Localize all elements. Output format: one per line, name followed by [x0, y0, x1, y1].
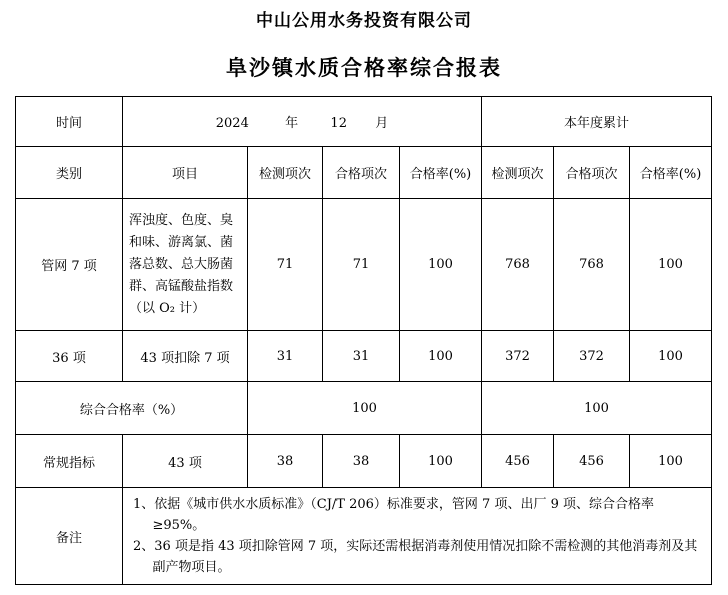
cell-rate: 100: [400, 199, 482, 331]
company-name: 中山公用水务投资有限公司: [256, 11, 472, 31]
remark-note: 1、依据《城市供水水质标准》（CJ/T 206）标准要求，管网 7 项、出厂 9 项、综合合格率≥95%。: [133, 497, 654, 533]
cell-rate: 100: [400, 331, 482, 382]
table-row: [16, 331, 712, 382]
period-year-unit: 年: [285, 116, 299, 131]
col-tested-ytd: 检测项次: [482, 147, 554, 199]
col-passed-ytd: 合格项次: [554, 147, 630, 199]
row-category: 36 项: [16, 331, 123, 382]
row-category: 常规指标: [16, 435, 123, 488]
report-period: [123, 97, 482, 147]
item-line: 和味、游离氯、菌: [129, 234, 234, 250]
cell-tested-ytd: 456: [482, 435, 554, 488]
period-month: 12: [330, 116, 347, 131]
cell-tested-ytd: 768: [482, 199, 554, 331]
cell-rate-ytd: 100: [630, 435, 712, 488]
cumulative-label: 本年度累计: [482, 97, 712, 147]
overall-label: 综合合格率（%）: [16, 382, 248, 435]
item-line: 群、高锰酸盐指数: [129, 278, 234, 294]
cell-rate-ytd: 100: [630, 331, 712, 382]
col-rate-ytd: 合格率(%): [630, 147, 712, 199]
overall-row: [16, 382, 712, 435]
remark-note: 2、36 项是指 43 项扣除管网 7 项，实际还需根据消毒剂使用情况扣除不需检测的其他消毒剂及其副产物项目。: [133, 539, 698, 575]
overall-month-value: 100: [248, 382, 482, 435]
row-item: 43 项扣除 7 项: [123, 331, 248, 382]
cell-passed: 31: [323, 331, 400, 382]
cell-rate: 100: [400, 435, 482, 488]
cell-tested: 31: [248, 331, 323, 382]
cell-tested-ytd: 372: [482, 331, 554, 382]
remarks-label: 备注: [16, 488, 123, 585]
period-month-unit: 月: [375, 116, 389, 131]
overall-ytd-value: 100: [482, 382, 712, 435]
col-passed: 合格项次: [323, 147, 400, 199]
row-items: [123, 199, 248, 331]
remarks-row: [16, 488, 712, 585]
report-title: 阜沙镇水质合格率综合报表: [226, 55, 502, 80]
row-item: 43 项: [123, 435, 248, 488]
cell-tested: 38: [248, 435, 323, 488]
row-category: 管网 7 项: [16, 199, 123, 331]
period-year: 2024: [215, 116, 249, 131]
water-quality-table: [15, 96, 712, 585]
period-row: [16, 97, 712, 147]
col-tested: 检测项次: [248, 147, 323, 199]
cell-rate-ytd: 100: [630, 199, 712, 331]
table-row: [16, 199, 712, 331]
remarks-content: [123, 488, 712, 585]
time-label: 时间: [16, 97, 123, 147]
cell-tested: 71: [248, 199, 323, 331]
col-category: 类别: [16, 147, 123, 199]
item-line: 浑浊度、色度、臭: [129, 212, 234, 228]
table-row: [16, 435, 712, 488]
cell-passed-ytd: 372: [554, 331, 630, 382]
col-item: 项目: [123, 147, 248, 199]
col-rate: 合格率(%): [400, 147, 482, 199]
cell-passed-ytd: 456: [554, 435, 630, 488]
item-line: 落总数、总大肠菌: [129, 256, 234, 272]
cell-passed: 71: [323, 199, 400, 331]
column-header-row: [16, 147, 712, 199]
item-line: （以 O₂ 计）: [129, 300, 206, 316]
cell-passed: 38: [323, 435, 400, 488]
cell-passed-ytd: 768: [554, 199, 630, 331]
